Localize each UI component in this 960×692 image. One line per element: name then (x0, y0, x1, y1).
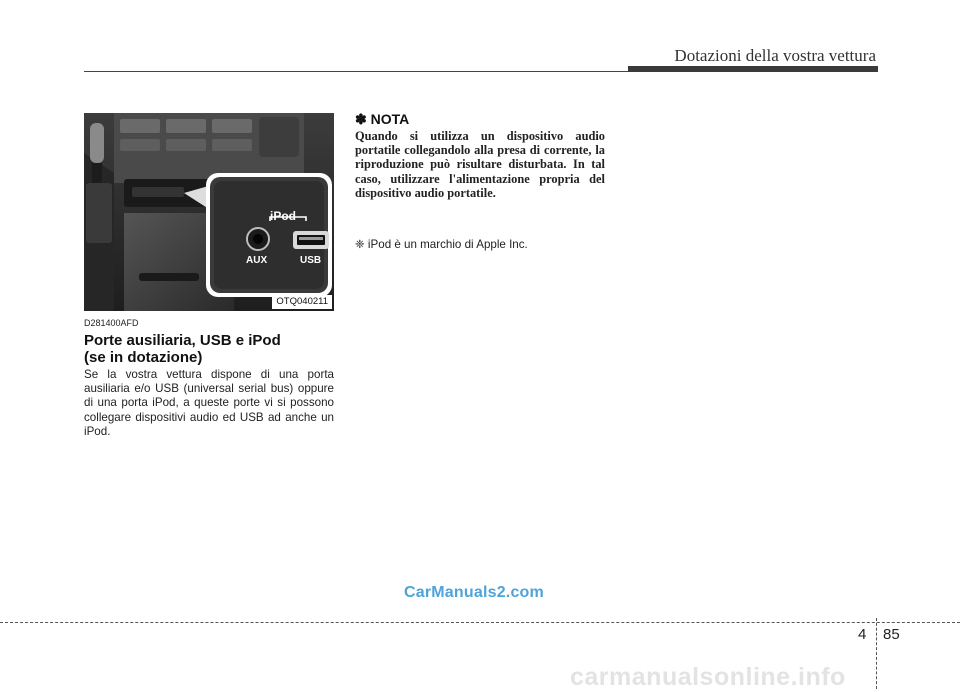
figure-label-aux: AUX (246, 255, 268, 266)
section-title (84, 332, 344, 366)
footer-page-number: 85 (883, 626, 900, 643)
header-section-title: Dotazioni della vostra vettura (674, 46, 876, 65)
footer-chapter-number: 4 (858, 626, 867, 643)
note-trademark: ❈ iPod è un marchio di Apple Inc. (355, 238, 528, 251)
section-title-line1: Porte ausiliaria, USB e iPod (84, 332, 281, 349)
header-rule-accent (628, 66, 878, 72)
note-text: Quando si utilizza un dispositivo audio portatile collegandolo alla presa di corrente, la riproduzione può risultare disturbata. In tal caso, utilizzare l'alimentazione propria del dispositivo audio portatile. (355, 129, 605, 200)
section-ref-code: D281400AFD (84, 318, 139, 328)
figure-label-ipod: iPod (270, 209, 296, 223)
footer-divider (876, 618, 877, 689)
header-rule (84, 71, 629, 72)
footer-watermark: carmanualsonline.info (570, 663, 846, 691)
figure-label-usb: USB (300, 255, 322, 266)
note-title: ✽ NOTA (355, 111, 410, 127)
console-illustration (84, 113, 334, 311)
section-title-line2: (se in dotazione) (84, 349, 203, 366)
figure-code: OTQ040211 (272, 295, 332, 309)
section-body: Se la vostra vettura dispone di una porta ausiliaria e/o USB (universal serial bus) oppure di una porta iPod, a queste porte vi si possono collegare dispositivi audio ed USB ad anche un iPod. (84, 368, 334, 438)
footer-rule (0, 622, 960, 623)
watermark-link[interactable]: CarManuals2.com (404, 584, 544, 601)
figure-photo (84, 113, 334, 311)
